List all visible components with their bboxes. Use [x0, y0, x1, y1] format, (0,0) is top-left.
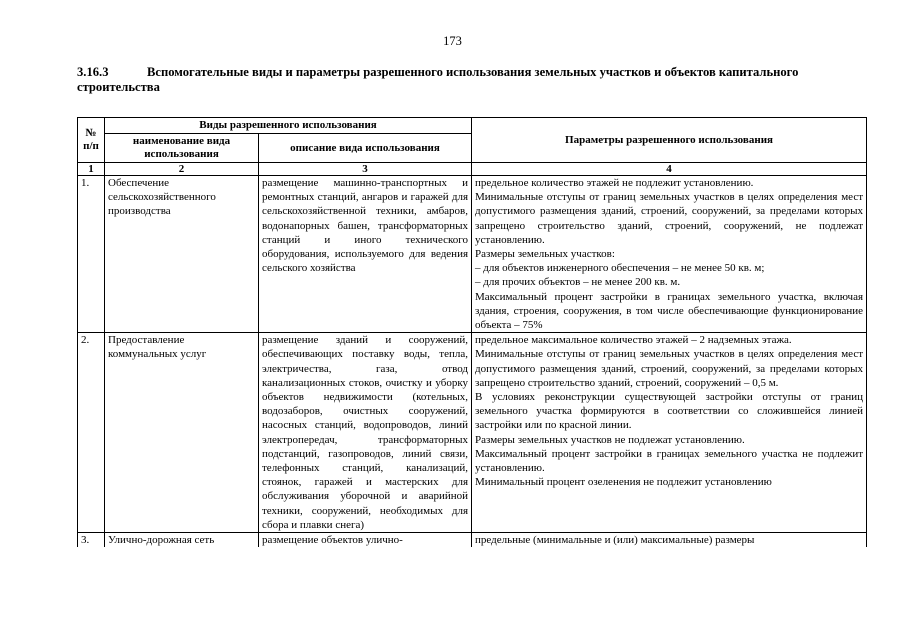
table-row: [78, 333, 867, 533]
header-group: Виды разрешенного использования: [105, 118, 472, 134]
use-description: размещение машинно-транспортных и ремонтных станций, ангаров и гаражей для сельскохозяйственной техники, амбаров, водонапорных башен, трансформаторных станций и иного технического оборудования, используемого для ведения сельского хозяйства: [259, 176, 472, 333]
header-name: наименование вида использования: [105, 134, 259, 163]
use-name: Улично-дорожная сеть: [105, 533, 259, 548]
use-parameters: [472, 533, 867, 548]
column-number: 1: [78, 163, 105, 176]
header-num: № п/п: [78, 118, 105, 163]
parameter-line: Размеры земельных участков не подлежат установлению.: [475, 433, 745, 446]
use-parameters: [472, 176, 867, 333]
use-description: размещение объектов улично-: [259, 533, 472, 548]
table-row: [78, 533, 867, 548]
parameter-line: Минимальные отступы от границ земельных участков в целях определения мест допустимого размещения зданий, строений, сооружений, за пределами которых запрещено строительство зданий, строений, сооружений, не подлежат установлению.: [475, 191, 864, 246]
use-description: размещение зданий и сооружений, обеспечивающих поставку воды, тепла, электричества, газа, отвод канализационных стоков, очистку и уборку объектов недвижимости (котельных, водозаборов, очистных сооружений, насосных станций, водопроводов, линий электропередач, трансформаторных подстанций, газопроводов, линий связи, телефонных станций, канализаций, стоянок, гаражей и мастерских для обслуживания уборочной и аварийной техники, сооружений, необходимых для сбора и плавки снега): [259, 333, 472, 533]
row-number: 1.: [78, 176, 105, 333]
section-number: 3.16.3: [77, 65, 109, 79]
parameter-line: предельное количество этажей не подлежит установлению.: [475, 177, 754, 189]
parameter-line: – для объектов инженерного обеспечения – не менее 50 кв. м;: [475, 262, 765, 275]
header-desc: описание вида использования: [259, 134, 472, 163]
parameter-line: – для прочих объектов – не менее 200 кв. м.: [475, 276, 681, 289]
use-parameters: [472, 333, 867, 533]
column-number: 3: [259, 163, 472, 176]
parameter-line: Максимальный процент застройки в границах земельного участка, включая здания, строения, сооружения, в том числе обеспечивающие функционирование объекта – 75%: [475, 290, 864, 332]
parameter-line: В условиях реконструкции существующей застройки отступы от границ земельного участка формируются в соответствии со сложившейся линией застройки или по красной линии.: [475, 391, 864, 432]
parameter-line: Размеры земельных участков:: [475, 248, 615, 261]
use-name: Предоставление коммунальных услуг: [105, 333, 259, 533]
row-number: 2.: [78, 333, 105, 533]
parameter-line: Максимальный процент застройки в границах земельного участка не подлежит установлению.: [475, 447, 864, 475]
page-number: 173: [443, 34, 462, 48]
table-row: [78, 176, 867, 333]
parameter-line: предельные (минимальные и (или) максимальные) размеры: [475, 534, 755, 547]
column-number: 2: [105, 163, 259, 176]
row-number: 3.: [78, 533, 105, 548]
section-title: Вспомогательные виды и параметры разрешенного использования земельных участков и объектов капитального строительства: [77, 65, 799, 94]
regulations-table: [77, 117, 867, 547]
column-number: 4: [472, 163, 867, 176]
parameter-line: предельное максимальное количество этажей – 2 надземных этажа.: [475, 334, 792, 347]
use-name: Обеспечение сельскохозяйственного производства: [105, 176, 259, 333]
parameter-line: Минимальный процент озеленения не подлежит установлению: [475, 476, 772, 489]
header-params: Параметры разрешенного использования: [472, 118, 867, 163]
section-heading: [77, 65, 837, 95]
parameter-line: Минимальные отступы от границ земельных участков в целях определения мест допустимого размещения зданий, строений, сооружений, за пределами которых запрещено строительство зданий, строений, сооружений – 0,5 м.: [475, 348, 864, 389]
